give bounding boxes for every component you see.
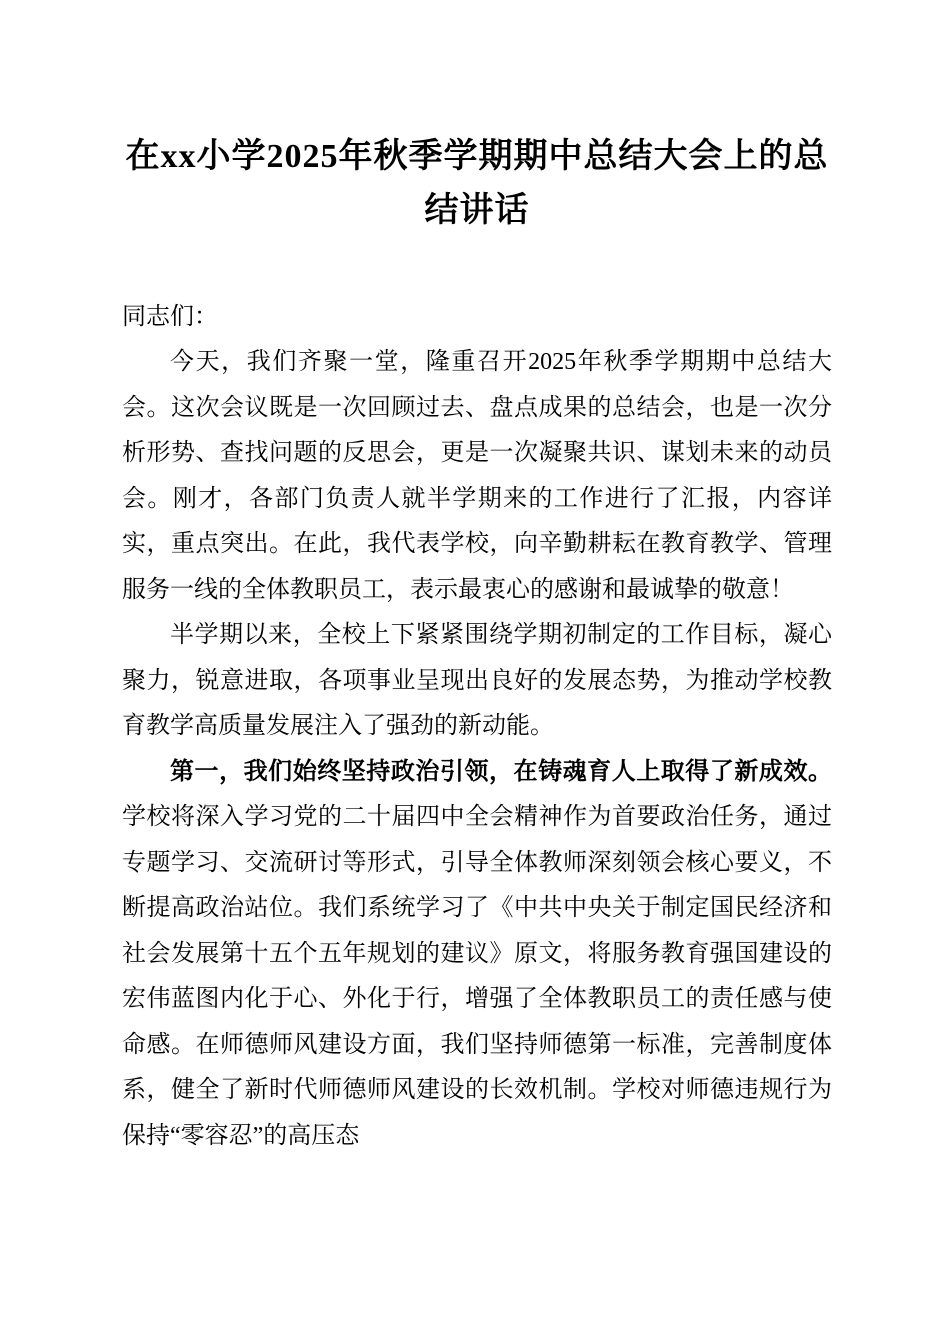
document-title: 在xx小学2025年秋季学期期中总结大会上的总结讲话 bbox=[125, 138, 829, 230]
paragraph-bold-lead: 第一，我们始终坚持政治引领，在铸魂育人上取得了新成效。 bbox=[170, 758, 832, 785]
paragraph: 今天，我们齐聚一堂，隆重召开2025年秋季学期期中总结大会。这次会议既是一次回顾过去、盘点成果的总结会，也是一次分析形势、查找问题的反思会，更是一次凝聚共识、谋划未来的动员会。刚才，各部门负责人就半学期来的工作进行了汇报，内容详实，重点突出。在此，我代表学校，向辛勤耕耘在教育教学、管理服务一线的全体教职员工，表示最衷心的感谢和最诚挚的敬意！ bbox=[122, 349, 832, 603]
document-body bbox=[122, 295, 832, 1160]
paragraph: 同志们： bbox=[122, 303, 218, 330]
paragraph: 半学期以来，全校上下紧紧围绕学期初制定的工作目标，凝心聚力，锐意进取，各项事业呈现出良好的发展态势，为推动学校教育教学高质量发展注入了强劲的新动能。 bbox=[122, 622, 832, 740]
paragraph: 第一，我们始终坚持政治引领，在铸魂育人上取得了新成效。学校将深入学习党的二十届四中全会精神作为首要政治任务，通过专题学习、交流研讨等形式，引导全体教师深刻领会核心要义，不断提高政治站位。我们系统学习了《中共中央关于制定国民经济和社会发展第十五个五年规划的建议》原文，将服务教育强国建设的宏伟蓝图内化于心、外化于行，增强了全体教职员工的责任感与使命感。在师德师风建设方面，我们坚持师德第一标准，完善制度体系，健全了新时代师德师风建设的长效机制。学校对师德违规行为保持“零容忍”的高压态 bbox=[122, 758, 832, 1149]
